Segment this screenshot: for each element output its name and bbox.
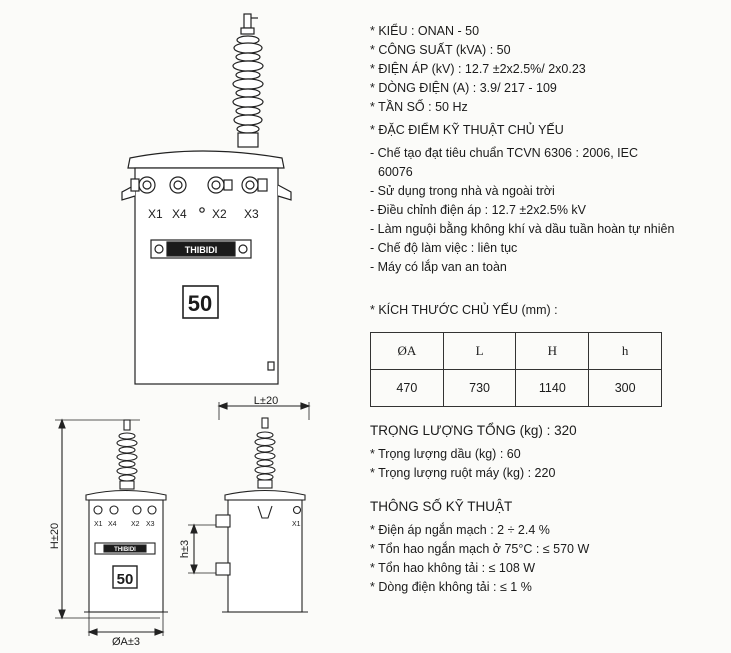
technical-title: THÔNG SỐ KỸ THUẬT [370,499,513,514]
dimensions-table [370,332,662,407]
feature-item: - Chế độ làm việc : liên tục [370,241,518,255]
technical-item: * Tổn hao ngắn mạch ở 75°C : ≤ 570 W [370,542,590,556]
spec-dac-diem-heading: * ĐẶC ĐIỂM KỸ THUẬT CHỦ YẾU [370,123,564,137]
table-row [371,370,662,407]
terminal-x3 [242,177,267,193]
front-terminal-label: X4 [108,521,117,528]
side-terminal-label: X1 [292,521,301,528]
side-view-drawing [188,402,309,612]
front-terminal-label: X2 [131,521,140,528]
spec-dong-dien: * DÒNG ĐIỆN (A) : 3.9/ 217 - 109 [370,81,557,95]
spec-cong-suat: * CÔNG SUẤT (kVA) : 50 [370,43,511,57]
bushing-insulator [233,36,263,147]
main-transformer-drawing [122,14,291,384]
main-terminal-label: X3 [244,207,259,221]
table-header-cell: H [516,333,589,370]
technical-item: * Dòng điện không tải : ≤ 1 % [370,580,532,594]
table-cell: 470 [371,370,444,407]
feature-item: - Làm nguội bằng không khí và dầu tuần hoàn tự nhiên [370,222,675,236]
technical-item: * Tổn hao không tải : ≤ 108 W [370,561,536,575]
table-header-row [371,333,662,370]
feature-item: - Chế tạo đạt tiêu chuẩn TCVN 6306 : 2006, IEC 60076 [370,146,638,179]
table-header-cell: L [443,333,516,370]
feature-item: - Điều chỉnh điện áp : 12.7 ±2x2.5% kV [370,203,587,217]
h-dimension-label: h±3 [179,539,191,559]
spec-kieu: * KIỂU : ONAN - 50 [370,24,480,38]
front-view-drawing [55,420,168,636]
main-terminal-label: X2 [212,207,227,221]
diameter-dimension-label: ØA±3 [111,636,141,648]
feature-list [370,144,720,277]
technical-item: * Điện áp ngắn mạch : 2 ÷ 2.4 % [370,523,550,537]
weight-core: * Trọng lượng ruột máy (kg) : 220 [370,466,556,480]
transformer-tank [135,168,278,384]
weight-title: TRỌNG LƯỢNG TỔNG (kg) : 320 [370,423,577,438]
height-dimension-label: H±20 [49,522,61,550]
spec-panel [370,22,720,597]
table-cell: 300 [589,370,662,407]
spec-dien-ap: * ĐIỆN ÁP (kV) : 12.7 ±2x2.5%/ 2x0.23 [370,62,586,76]
table-cell: 1140 [516,370,589,407]
main-terminal-label: X4 [172,207,187,221]
rating-text: 50 [187,291,213,316]
table-cell: 730 [443,370,516,407]
table-header-cell: h [589,333,662,370]
weight-oil: * Trọng lượng dầu (kg) : 60 [370,447,521,461]
front-brand-text: THIBIDI [114,547,136,553]
table-header-cell: ØA [371,333,444,370]
front-terminal-label: X3 [146,521,155,528]
front-terminal-label: X1 [94,521,103,528]
length-dimension-label: L±20 [253,395,279,407]
main-terminal-label: X1 [148,207,163,221]
terminal-x1 [131,177,155,193]
feature-item: - Sử dụng trong nhà và ngoài trời [370,184,555,198]
spec-tan-so: * TẦN SỐ : 50 Hz [370,100,468,114]
feature-item: - Máy có lắp van an toàn [370,260,507,274]
dimensions-title: * KÍCH THƯỚC CHỦ YẾU (mm) : [370,303,558,317]
terminal-x4 [170,177,186,193]
brand-text: THIBIDI [184,245,218,255]
front-rating-text: 50 [116,571,134,588]
